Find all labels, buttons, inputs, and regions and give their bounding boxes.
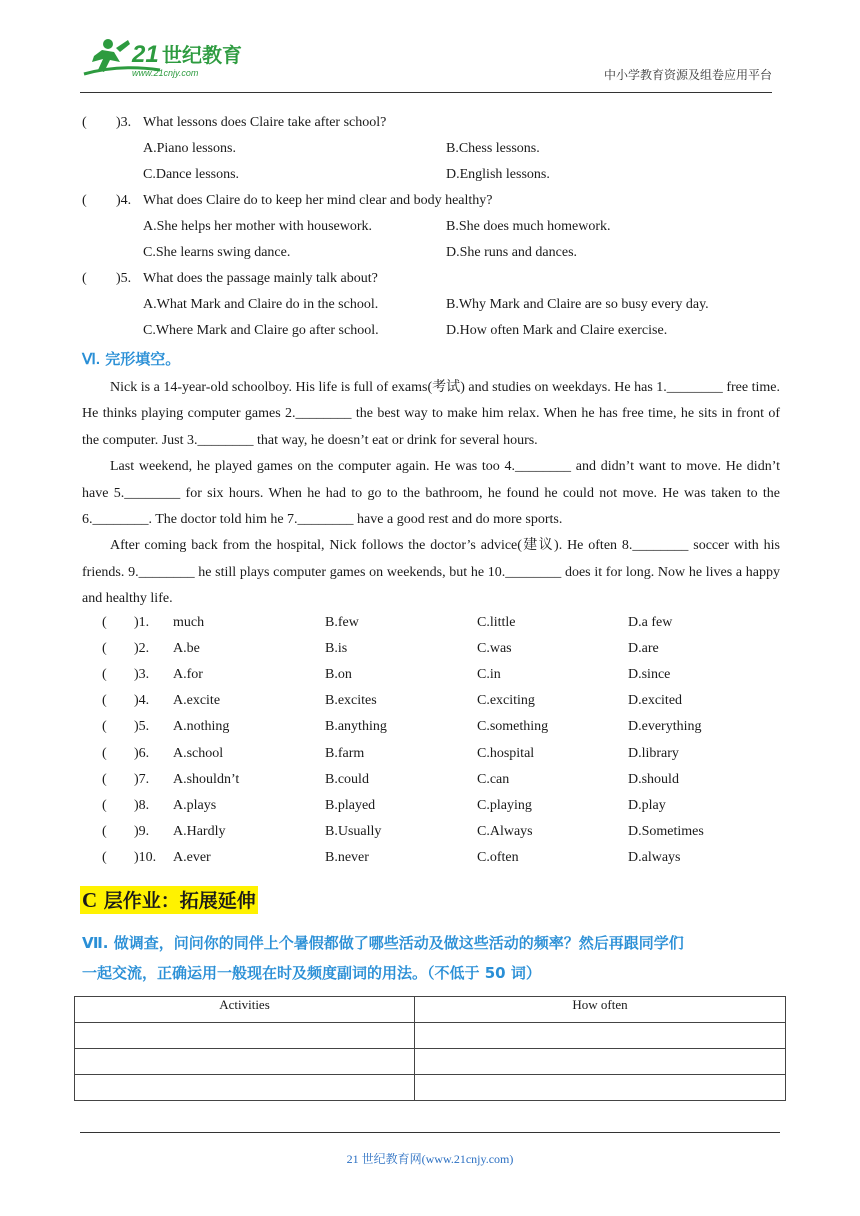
cloze-row: ( )4. A.excite B.excites C.exciting D.excited [82, 691, 780, 717]
section-7-instructions: Ⅶ. 做调查，问问你的同伴上个暑假都做了哪些活动及做这些活动的频率？然后再跟同学们 一起交流，正确运用一般现在时及频度副词的用法。（不低于 50 词） [82, 934, 684, 982]
cloze-row: ( )6. A.school B.farm C.hospital D.library [82, 744, 780, 770]
answer-bracket[interactable]: ( [82, 115, 87, 130]
answer-bracket[interactable]: ( [102, 693, 107, 709]
cloze-row: ( )7. A.shouldn’t B.could C.can D.should [82, 770, 780, 796]
option-c: C.Where Mark and Claire go after school. [143, 323, 379, 338]
option-b: B.Why Mark and Claire are so busy every day. [446, 297, 709, 312]
column-header-activities: Activities [75, 997, 415, 1023]
frequency-cell[interactable] [414, 1023, 785, 1049]
answer-bracket[interactable]: ( [102, 824, 107, 840]
question-text: What lessons does Claire take after school? [143, 115, 387, 130]
answer-bracket[interactable]: ( [102, 614, 107, 630]
cloze-row: ( )10. A.ever B.never C.often D.always [82, 848, 780, 874]
activity-cell[interactable] [75, 1075, 415, 1101]
answer-bracket[interactable]: ( [102, 745, 107, 761]
survey-table [74, 996, 786, 1101]
table-row [75, 1075, 786, 1101]
passage-paragraph: Last weekend, he played games on the computer again. He was too 4.________ and didn’t want to move. He didn’t have 5.________ for six hours. When he had to go to the bathroom, he found he could not move. He was taken to the 6.________. The doctor told him he 7.________ have a good rest and do more sports. [82, 459, 780, 528]
answer-bracket[interactable]: ( [102, 667, 107, 683]
table-row [75, 1023, 786, 1049]
site-logo [80, 34, 310, 80]
answer-bracket[interactable]: ( [82, 193, 87, 208]
cloze-row: ( )2. A.be B.is C.was D.are [82, 639, 780, 665]
cloze-passage [82, 375, 780, 613]
question-text: What does the passage mainly talk about? [143, 271, 378, 286]
activity-cell[interactable] [75, 1023, 415, 1049]
option-a: A.What Mark and Claire do in the school. [143, 297, 379, 312]
reading-question-3: ( )3. What lessons does Claire take after school? A.Piano lessons. B.Chess lessons. C.Dance lessons. D.English lessons. [82, 113, 780, 191]
column-header-how-often: How often [414, 997, 785, 1023]
option-a: A.Piano lessons. [143, 141, 236, 156]
activity-cell[interactable] [75, 1049, 415, 1075]
cloze-row: ( )9. A.Hardly B.Usually C.Always D.Sometimes [82, 822, 780, 848]
cloze-row: ( )3. A.for B.on C.in D.since [82, 665, 780, 691]
option-c: C.She learns swing dance. [143, 245, 291, 260]
level-c-heading: C 层作业：拓展延伸 [82, 888, 256, 912]
platform-name: 中小学教育资源及组卷应用平台 [603, 68, 772, 82]
option-b: B.She does much homework. [446, 219, 611, 234]
worksheet-content [82, 113, 780, 875]
logo-text: 世纪教育 [162, 43, 242, 67]
reading-question-5: ( )5. What does the passage mainly talk about? A.What Mark and Claire do in the school. B.Why Mark and Claire are so busy every day. C.Where Mark and Claire go after school. D.How often Mark and Claire exercise. [82, 269, 780, 347]
question-text: What does Claire do to keep her mind clear and body healthy? [143, 193, 493, 208]
cloze-row: ( )8. A.plays B.played C.playing D.play [82, 796, 780, 822]
answer-bracket[interactable]: ( [102, 797, 107, 813]
answer-bracket[interactable]: ( [102, 719, 107, 735]
frequency-cell[interactable] [414, 1049, 785, 1075]
passage-paragraph: Nick is a 14-year-old schoolboy. His life is full of exams(考试) and studies on weekdays. He has 1.________ free time. He thinks playing computer games 2.________ the best way to make him relax. When he has free time, he sits in front of the computer. Just 3.________ that way, he doesn’t eat or drink for several hours. [82, 380, 780, 448]
option-d: D.She runs and dances. [446, 245, 578, 260]
footer-link[interactable]: 21 世纪教育网(www.21cnjy.com) [346, 1152, 514, 1166]
section-6-title: Ⅵ. 完形填空。 [82, 350, 181, 368]
svg-text:21: 21 [132, 41, 159, 68]
answer-bracket[interactable]: ( [102, 850, 107, 866]
page-header [80, 30, 772, 94]
passage-paragraph: After coming back from the hospital, Nick follows the doctor’s advice(建议). He often 8.________ soccer with his friends. 9.________ he still plays computer games on weekends, but he 10.________ does it for long. Now he lives a happy and healthy life. [82, 538, 780, 607]
option-d: D.English lessons. [446, 167, 550, 182]
header-divider [80, 92, 772, 93]
footer-divider [80, 1132, 780, 1133]
cloze-options [82, 613, 780, 875]
answer-bracket[interactable]: ( [82, 271, 87, 286]
frequency-cell[interactable] [414, 1075, 785, 1101]
table-row [75, 1049, 786, 1075]
option-d: D.How often Mark and Claire exercise. [446, 323, 668, 338]
option-b: B.Chess lessons. [446, 141, 540, 156]
reading-question-4: ( )4. What does Claire do to keep her mind clear and body healthy? A.She helps her mother with housework. B.She does much homework. C.She learns swing dance. D.She runs and dances. [82, 191, 780, 269]
cloze-row: ( )1. much B.few C.little D.a few [82, 613, 780, 639]
logo-url: www.21cnjy.com [132, 68, 199, 78]
answer-bracket[interactable]: ( [102, 640, 107, 656]
option-a: A.She helps her mother with housework. [143, 219, 373, 234]
answer-bracket[interactable]: ( [102, 771, 107, 787]
cloze-row: ( )5. A.nothing B.anything C.something D.everything [82, 717, 780, 743]
option-c: C.Dance lessons. [143, 167, 240, 182]
table-header-row [75, 997, 786, 1023]
